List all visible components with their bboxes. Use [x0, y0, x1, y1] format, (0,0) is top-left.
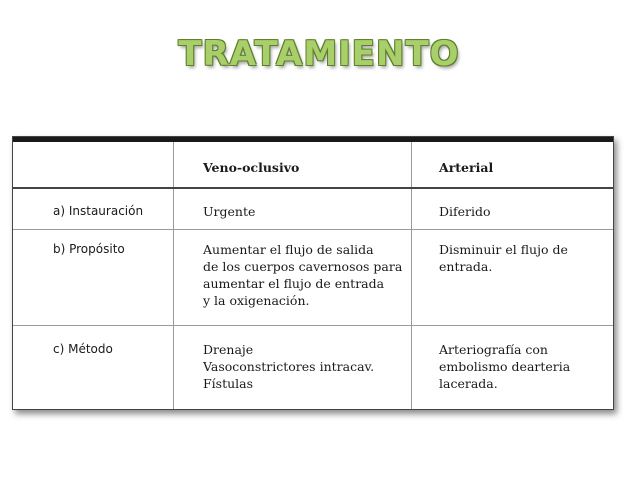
- cell-veno-instauracion: Urgente: [203, 204, 256, 219]
- header-arterial: Arterial: [439, 160, 494, 175]
- page-title: TRATAMIENTO: [178, 34, 460, 74]
- row-divider: [13, 229, 613, 230]
- cell-veno-proposito: Aumentar el flujo de salida de los cuerpos cavernosos para aumentar el flujo de entrada y la oxigenación.: [203, 242, 403, 308]
- cell-arterial-instauracion: Diferido: [439, 204, 491, 219]
- header-veno-oclusivo: Veno-oclusivo: [203, 160, 300, 175]
- table-top-rule: [13, 137, 613, 142]
- column-divider: [411, 142, 412, 409]
- cell-arterial-proposito: Disminuir el flujo de entrada.: [439, 242, 568, 274]
- row-divider: [13, 325, 613, 326]
- header-divider: [13, 187, 613, 189]
- row-label-proposito: b) Propósito: [53, 242, 125, 256]
- cell-veno-metodo: Drenaje Vasoconstrictores intracav. Fístulas: [203, 342, 375, 391]
- column-divider: [173, 142, 174, 409]
- row-label-metodo: c) Método: [53, 342, 113, 356]
- cell-arterial-metodo: Arteriografía con embolismo dearteria lacerada.: [439, 342, 571, 391]
- treatment-table: [12, 136, 614, 410]
- row-label-instauracion: a) Instauración: [53, 204, 144, 218]
